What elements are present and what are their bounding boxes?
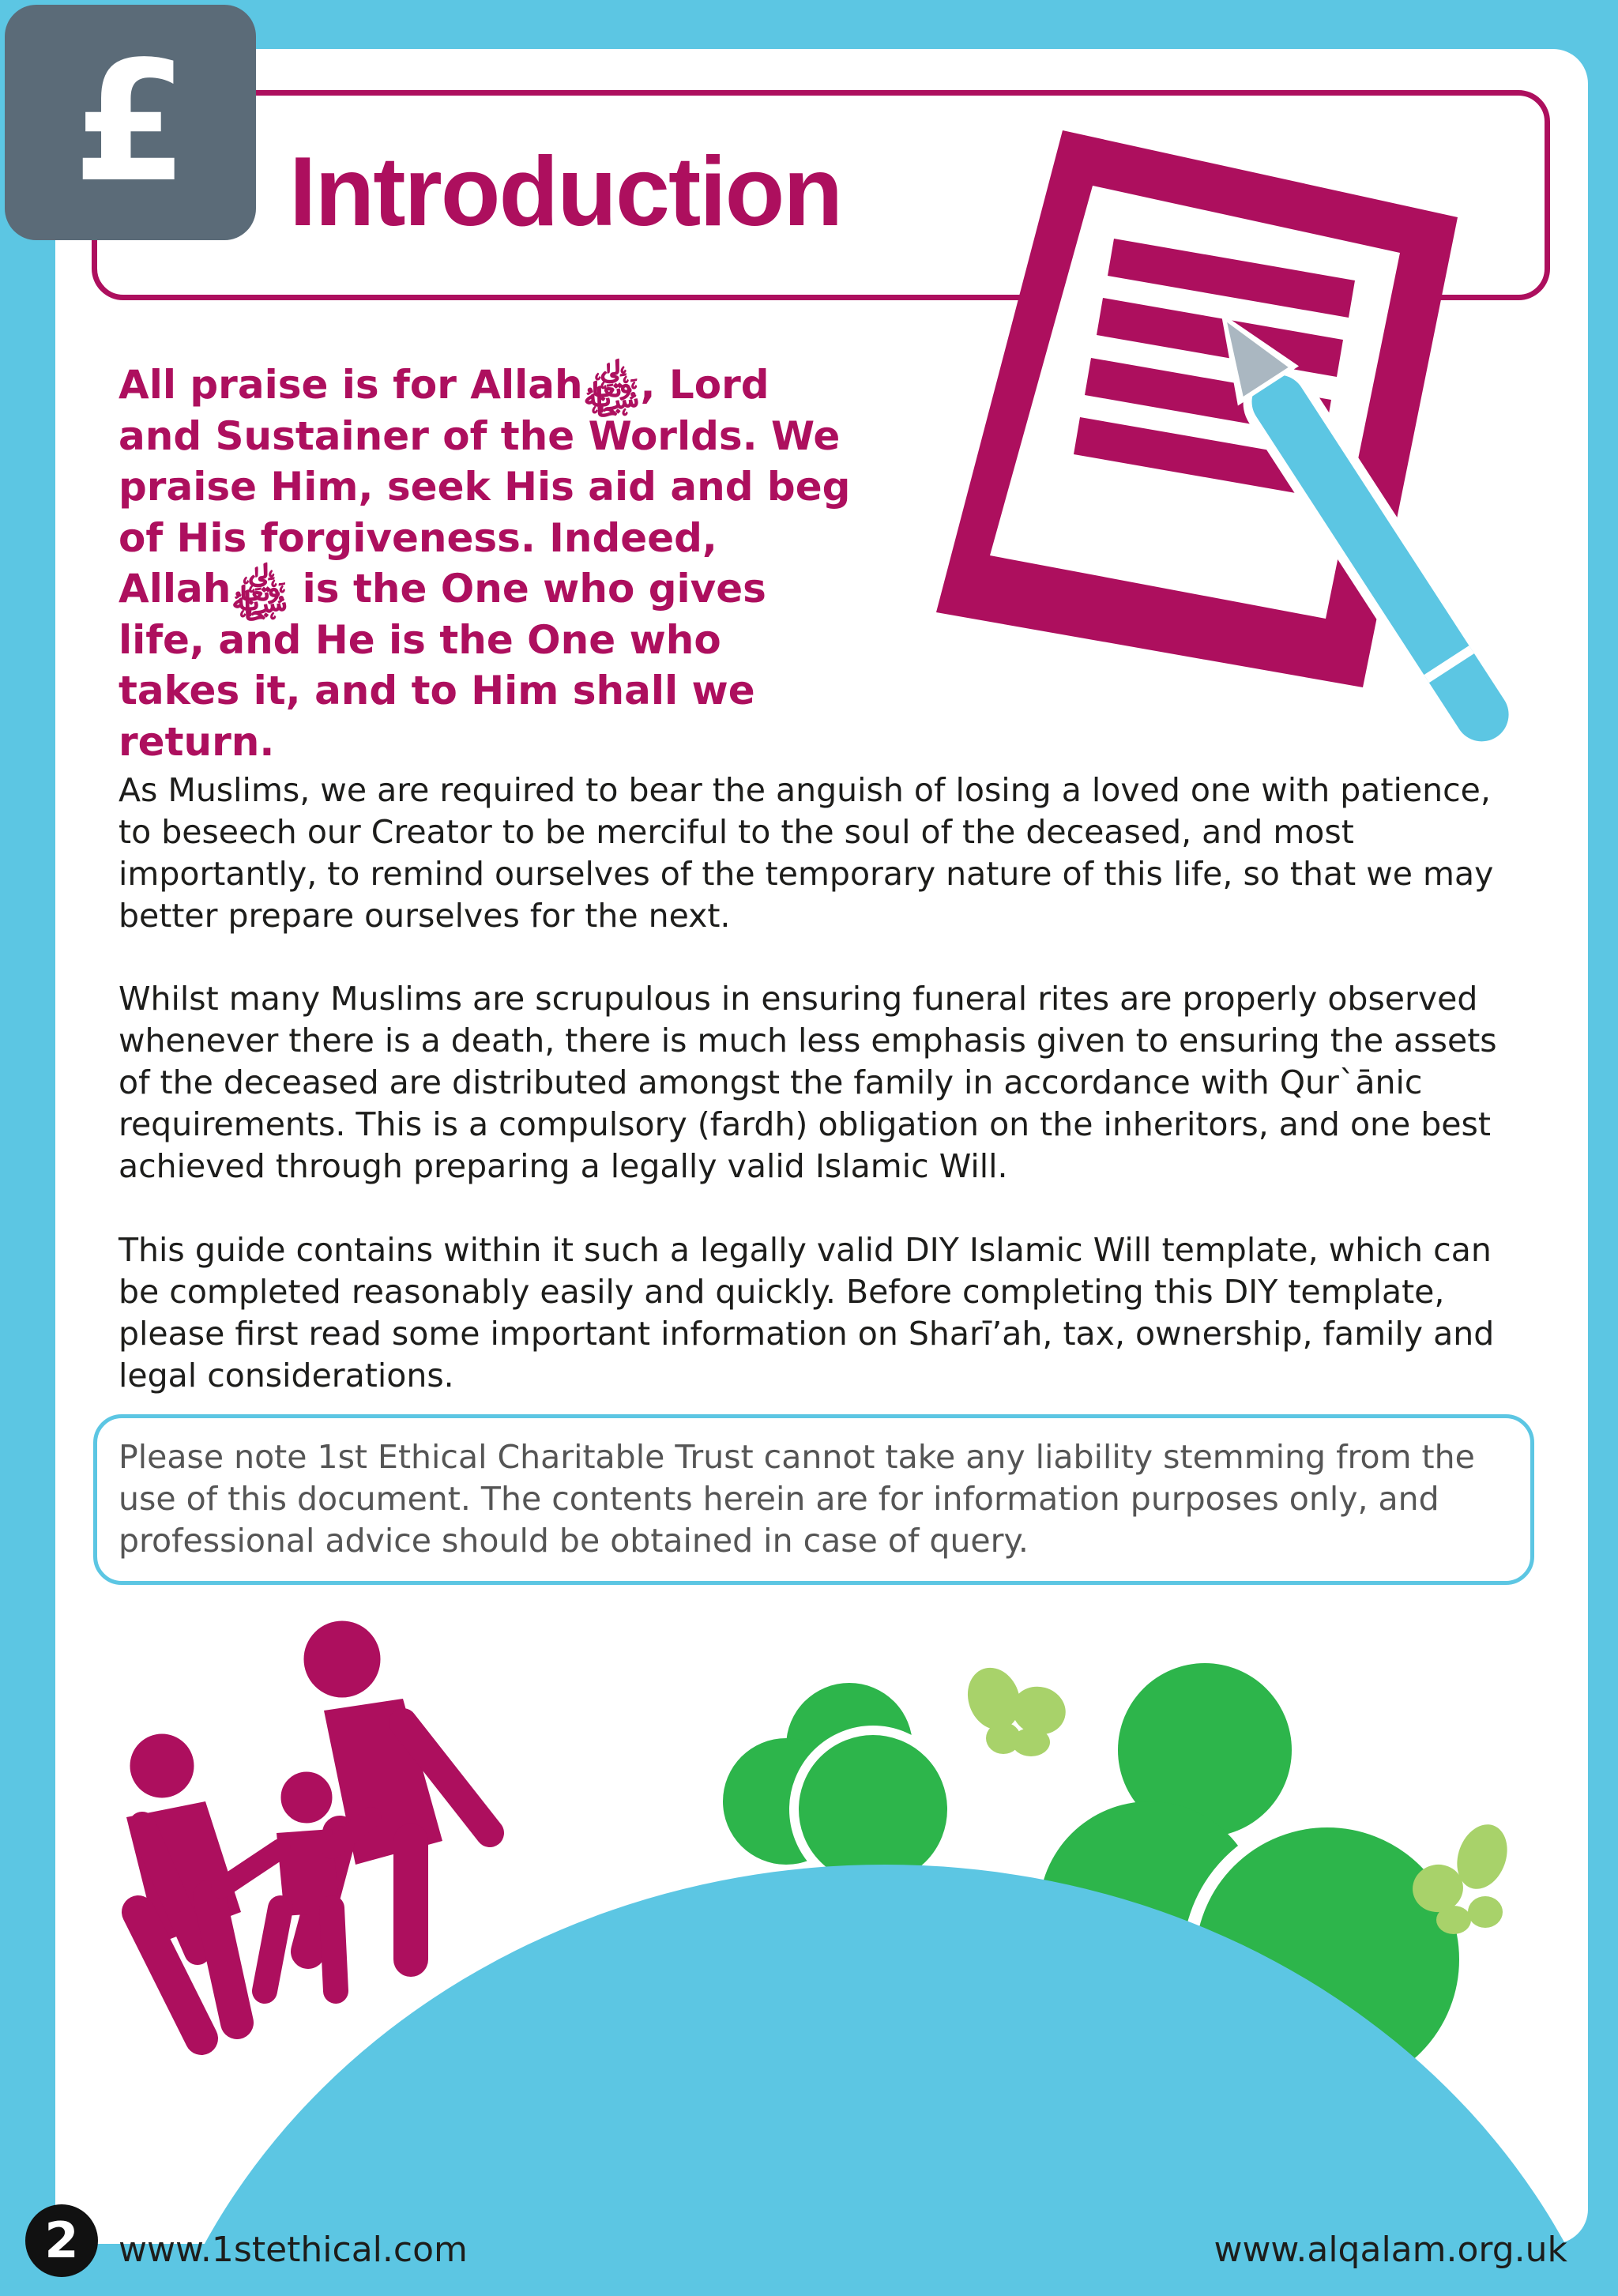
page-number-badge: 2: [25, 2204, 98, 2277]
butterfly-icon: [959, 1660, 1071, 1756]
paragraph-2: Whilst many Muslims are scrupulous in ensuring funeral rites are properly observed whenever there is a death, there is much less emphasis given to ensuring the assets of the deceased are distributed amongst the family in accordance with Qur`ānic requirements. This is a compulsory (fardh) obligation on the inheritors, and one best achieved through preparing a legally valid Islamic Will.: [119, 980, 1497, 1185]
footer-link-alqalam[interactable]: www.alqalam.org.uk: [1214, 2230, 1567, 2270]
page-title: Introduction: [289, 137, 842, 247]
intro-lead: All praise is for Allah﷾, Lord and Sustainer of the Worlds. We praise Him, seek His aid and beg of His forgiveness. Indeed, Allah﷾ is the One who gives life, and He is the One who takes it, and to Him shall we return.: [119, 362, 851, 765]
currency-pound-icon: [5, 5, 256, 240]
paragraph-1: As Muslims, we are required to bear the anguish of losing a loved one with patience, to beseech our Creator to be merciful to the soul of the deceased, and most importantly, to remind ourselves of the temporary nature of this life, so that we may better prepare ourselves for the next.: [119, 771, 1494, 935]
landscape-illustration: [0, 1580, 1618, 2296]
currency-symbol: £: [72, 25, 189, 219]
disclaimer-text: Please note 1st Ethical Charitable Trust cannot take any liability stemming from the use of this document. The contents herein are for information purposes only, and professional advice should be obtained in case of query.: [119, 1438, 1475, 1560]
paragraph-3: This guide contains within it such a legally valid DIY Islamic Will template, which can be completed reasonably easily and quickly. Before completing this DIY template, please first read some important information on Sharī’ah, tax, ownership, family and legal considerations.: [119, 1231, 1495, 1395]
footer-link-1stethical[interactable]: www.1stethical.com: [119, 2230, 468, 2270]
family-icon: [126, 1621, 490, 2038]
document-pencil-icon: [901, 111, 1533, 743]
